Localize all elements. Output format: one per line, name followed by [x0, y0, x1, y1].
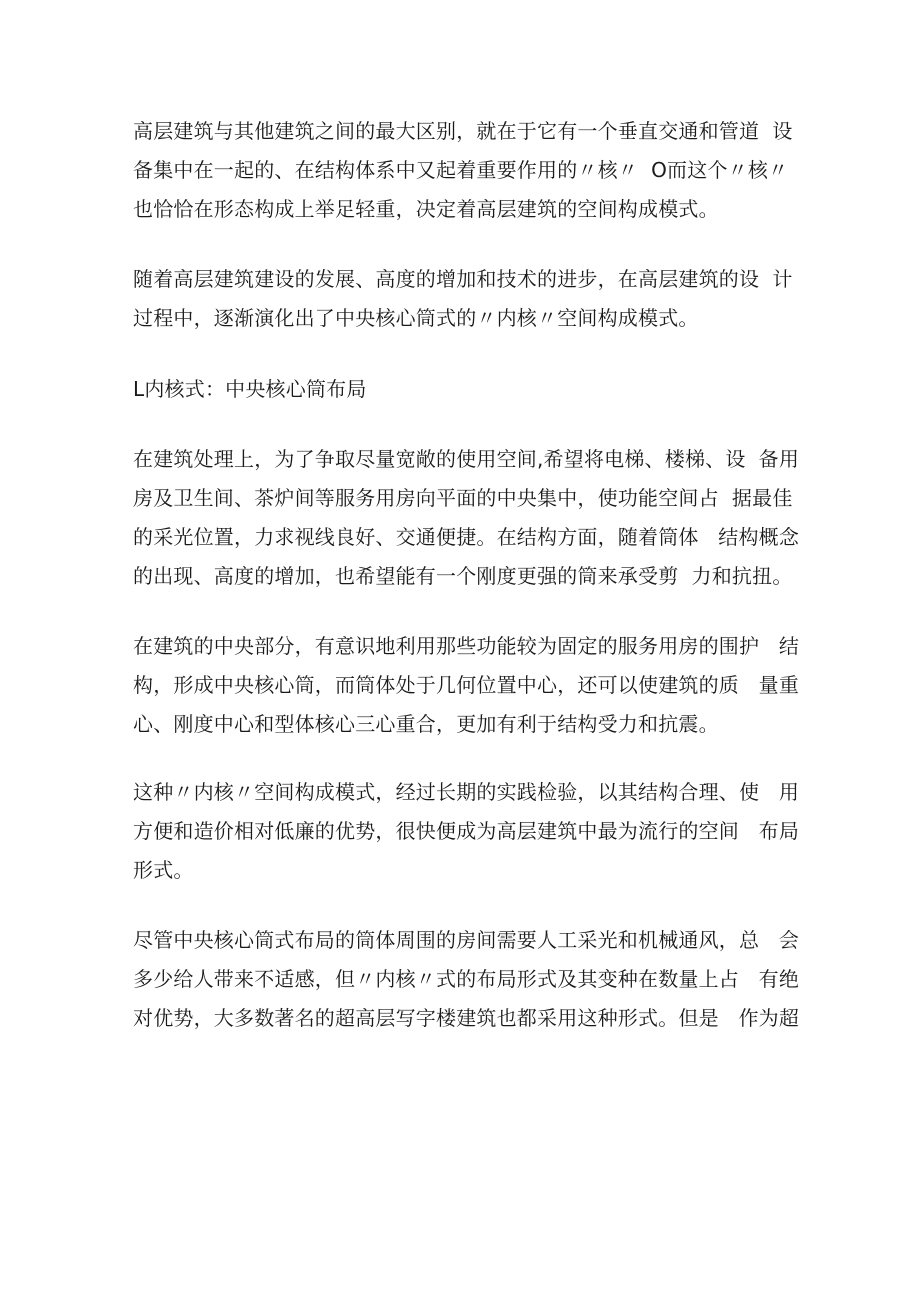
text-line: 多少给人带来不适感，但〃内核〃式的布局形式及其变种在数量上占 有绝 [133, 967, 800, 991]
text-line: 过程中，逐渐演化出了中央核心筒式的〃内核〃空间构成模式。 [133, 306, 699, 330]
paragraph-5 [133, 773, 803, 890]
text-line: 的出现、高度的增加，也希望能有一个刚度更强的筒来承受剪 力和抗扭。 [133, 564, 793, 588]
text-line: 在建筑的中央部分，有意识地利用那些功能较为固定的服务用房的围护 结 [133, 634, 800, 658]
heading-text: L内核式：中央核心筒布局 [133, 377, 367, 401]
text-line: 方便和造价相对低廉的优势，很快便成为高层建筑中最为流行的空间 布局 [133, 819, 800, 843]
text-line: 在建筑处理上，为了争取尽量宽敞的使用空间,希望将电梯、楼梯、设 备用 [133, 447, 800, 471]
paragraph-2 [133, 260, 803, 338]
paragraph-6 [133, 921, 803, 1038]
text-line: 高层建筑与其他建筑之间的最大区别，就在于它有一个垂直交通和管道 设 [133, 119, 793, 143]
text-line: 构，形成中央核心筒，而筒体处于几何位置中心，还可以使建筑的质 量重 [133, 673, 800, 697]
paragraph-1 [133, 112, 803, 229]
text-line: 房及卫生间、茶炉间等服务用房向平面的中央集中，使功能空间占 据最佳 [133, 486, 793, 510]
section-heading [133, 370, 803, 409]
text-line: 形式。 [133, 858, 194, 882]
document-body [133, 112, 803, 1038]
text-line: 也恰恰在形态构成上举足轻重，决定着高层建筑的空间构成模式。 [133, 197, 719, 221]
text-line: 对优势，大多数著名的超高层写字楼建筑也都采用这种形式。但是 作为超 [133, 1006, 800, 1030]
text-line: 尽管中央核心筒式布局的筒体周围的房间需要人工采光和机械通风，总 会 [133, 928, 800, 952]
paragraph-3 [133, 440, 803, 596]
text-line: 的采光位置，力求视线良好、交通便捷。在结构方面，随着筒体 结构概念 [133, 525, 800, 549]
text-line: 这种〃内核〃空间构成模式，经过长期的实践检验，以其结构合理、使 用 [133, 780, 800, 804]
text-line: 备集中在一起的、在结构体系中又起着重要作用的〃核〃 O而这个〃核〃 [133, 158, 789, 182]
paragraph-4 [133, 627, 803, 744]
text-line: 随着高层建筑建设的发展、高度的增加和技术的进步，在高层建筑的设 计 [133, 267, 793, 291]
text-line: 心、刚度中心和型体核心三心重合，更加有利于结构受力和抗震。 [133, 712, 719, 736]
